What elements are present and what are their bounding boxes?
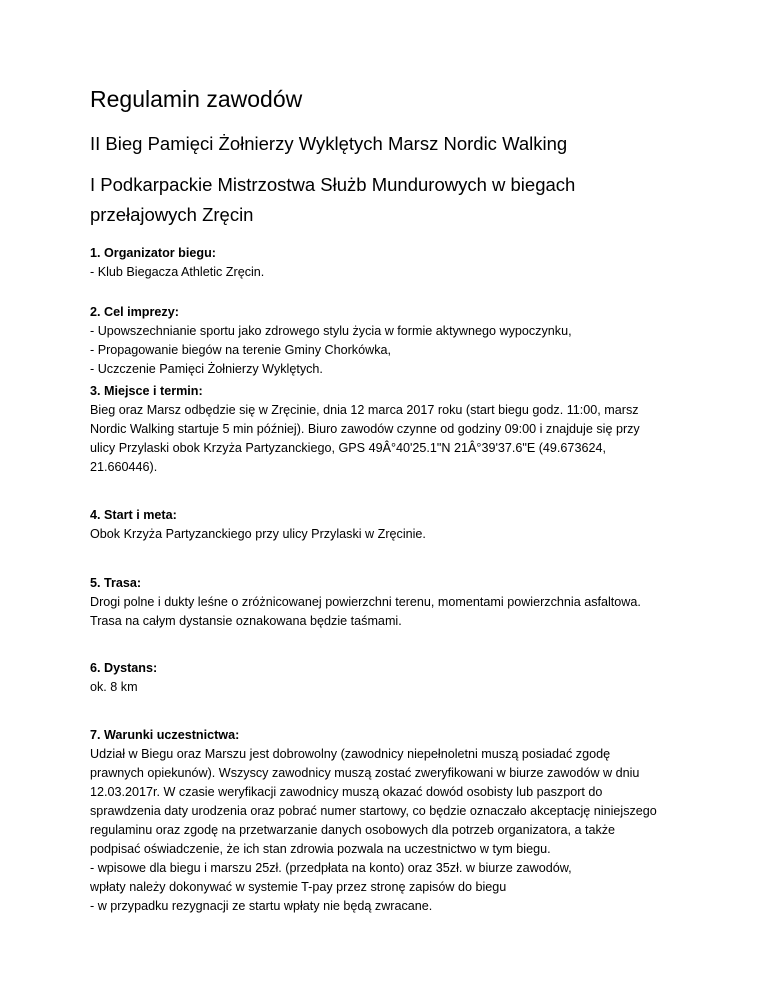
section-heading: 1. Organizator biegu: — [90, 246, 216, 260]
section-heading: 5. Trasa: — [90, 576, 142, 590]
section-heading: 3. Miejsce i termin: — [90, 384, 203, 398]
section-heading: 6. Dystans: — [90, 661, 158, 675]
section-line: - Upowszechnianie sportu jako zdrowego stylu życia w formie aktywnego wypoczynku, — [90, 324, 572, 338]
section-start-finish — [90, 506, 700, 544]
section-line: - Propagowanie biegów na terenie Gminy Chorkówka, — [90, 343, 392, 357]
section-line: Trasa na całym dystansie oznakowana będzie taśmami. — [90, 614, 402, 628]
section-line: wpłaty należy dokonywać w systemie T-pay przez stronę zapisów do biegu — [90, 880, 507, 894]
section-line: Udział w Biegu oraz Marszu jest dobrowolny (zawodnicy niepełnoletni muszą posiadać zgodę — [90, 747, 611, 761]
page-title: Regulamin zawodów — [90, 86, 303, 112]
section-heading: 2. Cel imprezy: — [90, 305, 179, 319]
section-line: regulaminu oraz zgodę na przetwarzanie danych osobowych dla potrzeb organizatora, a także — [90, 823, 616, 837]
section-heading: 4. Start i meta: — [90, 508, 177, 522]
section-conditions — [90, 726, 700, 916]
championship-subtitle: I Podkarpackie Mistrzostwa Służb Mundurowych w biegach przełajowych Zręcin — [90, 174, 576, 225]
section-line: 21.660446). — [90, 460, 158, 474]
section-line: Bieg oraz Marsz odbędzie się w Zręcinie, dnia 12 marca 2017 roku (start biegu godz. 11:00, marsz — [90, 403, 639, 417]
section-line: - wpisowe dla biegu i marszu 25zł. (przedpłata na konto) oraz 35zł. w biurze zawodów, — [90, 861, 572, 875]
section-distance — [90, 659, 700, 697]
section-route — [90, 574, 700, 631]
section-line: - w przypadku rezygnacji ze startu wpłaty nie będą zwracane. — [90, 899, 433, 913]
section-line: 12.03.2017r. W czasie weryfikacji zawodnicy muszą okazać dowód osobisty lub paszport do — [90, 785, 603, 799]
event-subtitle: II Bieg Pamięci Żołnierzy Wyklętych Marsz Nordic Walking — [90, 133, 568, 154]
section-line: Drogi polne i dukty leśne o zróżnicowanej powierzchni terenu, momentami powierzchnia asfaltowa. — [90, 595, 641, 609]
section-heading: 7. Warunki uczestnictwa: — [90, 728, 240, 742]
section-line: ok. 8 km — [90, 680, 138, 694]
section-place-date — [90, 382, 700, 477]
section-line: - Uczczenie Pamięci Żołnierzy Wyklętych. — [90, 362, 323, 376]
section-line: sprawdzenia daty urodzenia oraz pobrać numer startowy, co będzie oznaczało akceptację niniejszego — [90, 804, 657, 818]
section-line: ulicy Przylaski obok Krzyża Partyzanckiego, GPS 49Â°40'25.1"N 21Â°39'37.6"E (49.673624, — [90, 441, 606, 455]
section-line: prawnych opiekunów). Wszyscy zawodnicy muszą zostać zweryfikowani w biurze zawodów w dniu — [90, 766, 640, 780]
section-line: Nordic Walking startuje 5 min później). Biuro zawodów czynne od godziny 09:00 i znajduje się przy — [90, 422, 640, 436]
section-organizer — [90, 244, 700, 282]
section-line: podpisać oświadczenie, że ich stan zdrowia pozwala na uczestnictwo w tym biegu. — [90, 842, 551, 856]
section-goal — [90, 303, 700, 379]
section-line: - Klub Biegacza Athletic Zręcin. — [90, 265, 265, 279]
section-line: Obok Krzyża Partyzanckiego przy ulicy Przylaski w Zręcinie. — [90, 527, 426, 541]
